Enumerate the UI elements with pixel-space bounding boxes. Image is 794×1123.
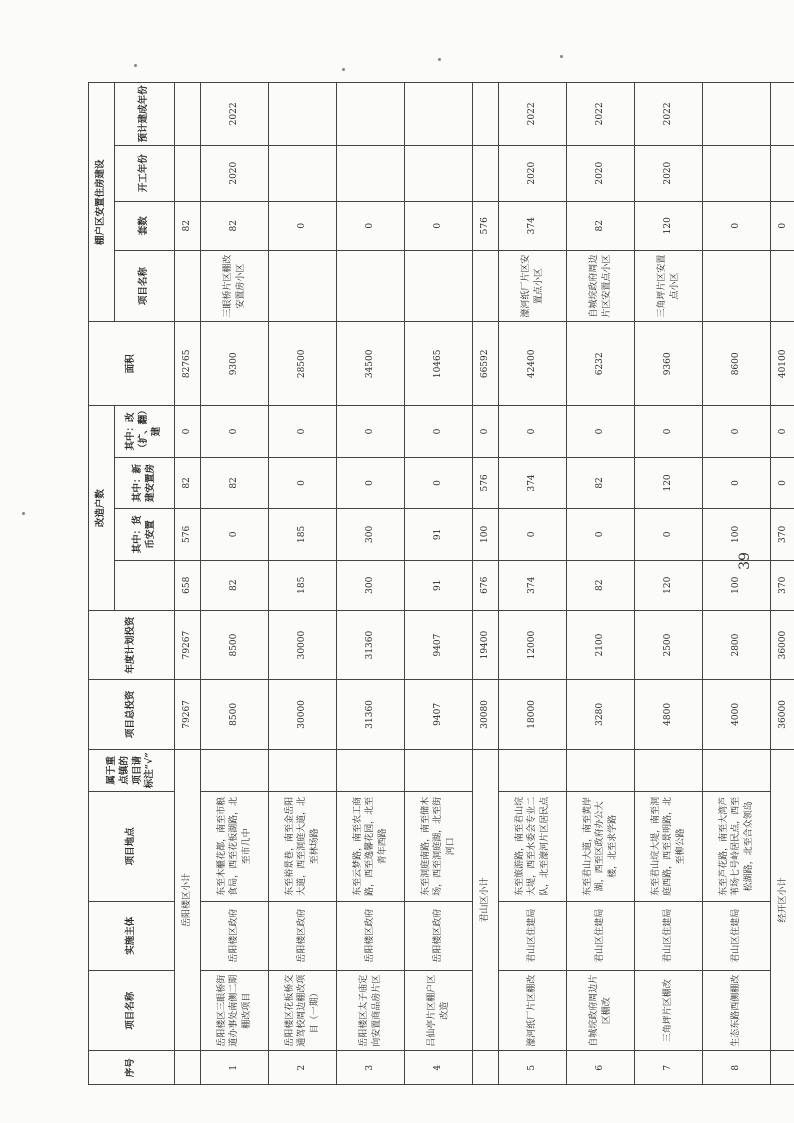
households-cell: 82	[201, 560, 269, 610]
start-year-cell	[473, 145, 499, 201]
finish-year-cell	[337, 83, 405, 146]
households-cell: 185	[269, 560, 337, 610]
annual-invest-cell: 9407	[405, 610, 473, 679]
annual-invest-cell: 31360	[337, 610, 405, 679]
cash-resettle-cell: 0	[567, 509, 635, 560]
annual-invest-cell: 2100	[567, 610, 635, 679]
area-cell: 82765	[175, 322, 201, 406]
project-row	[337, 83, 405, 1085]
total-invest-cell: 30000	[269, 680, 337, 749]
finish-year-cell	[269, 83, 337, 146]
households-cell: 120	[635, 560, 703, 610]
project-name-cell: 生态东路西侧棚改	[703, 970, 771, 1051]
seq-cell: 3	[337, 1051, 405, 1085]
annual-invest-cell: 8500	[201, 610, 269, 679]
seq-cell: 2	[269, 1051, 337, 1085]
start-year-cell: 2020	[499, 145, 567, 201]
scan-speck	[560, 55, 563, 58]
resettle-sets-cell: 82	[201, 201, 269, 250]
resettle-sets-cell: 0	[269, 201, 337, 250]
finish-year-cell	[405, 83, 473, 146]
subtotal-row	[473, 83, 499, 1085]
header-key-town: 属于重点镇的项目请标注“√”	[89, 749, 175, 791]
total-invest-cell: 9407	[405, 680, 473, 749]
resettle-name-cell: 自城垸政府周边片区安置点小区	[567, 250, 635, 322]
finish-year-cell: 2022	[567, 83, 635, 146]
total-invest-cell: 4000	[703, 680, 771, 749]
total-invest-cell: 4800	[635, 680, 703, 749]
new-build-cell: 576	[473, 457, 499, 508]
location-cell: 东至木櫃花都，南至市粮食局，西至花板湖路，北至市几中	[201, 792, 269, 902]
header-hh-total	[115, 560, 175, 610]
header-entity: 实施主体	[89, 901, 175, 970]
resettle-name-cell: 濠河纸厂片区安置点小区	[499, 250, 567, 322]
resettle-sets-cell: 0	[337, 201, 405, 250]
start-year-cell: 2020	[201, 145, 269, 201]
renovate-cell: 0	[201, 406, 269, 457]
location-cell: 东至君山垸大堤，南至洞庭西路，西至景明路，北至柳公路	[635, 792, 703, 902]
entity-cell: 岳阳楼区政府	[201, 901, 269, 970]
annual-invest-cell: 30000	[269, 610, 337, 679]
subtotal-row	[175, 83, 201, 1085]
location-cell: 东至洞庭南路，南至储木场，西至洞庭湖，北至街河口	[405, 792, 473, 902]
resettle-sets-cell: 0	[703, 201, 771, 250]
new-build-cell: 0	[405, 457, 473, 508]
annual-invest-cell: 19400	[473, 610, 499, 679]
entity-cell: 岳阳楼区政府	[337, 901, 405, 970]
start-year-cell	[175, 145, 201, 201]
subtotal-label: 君山区小计	[473, 749, 499, 1051]
key-town-cell	[635, 749, 703, 791]
project-row	[703, 83, 771, 1085]
area-cell: 8600	[703, 322, 771, 406]
resettle-sets-cell: 82	[175, 201, 201, 250]
entity-cell: 岳阳楼区政府	[405, 901, 473, 970]
cash-resettle-cell: 300	[337, 509, 405, 560]
resettle-sets-cell: 576	[473, 201, 499, 250]
new-build-cell: 0	[771, 457, 794, 508]
seq-cell	[473, 1051, 499, 1085]
seq-cell: 8	[703, 1051, 771, 1085]
renovate-cell: 0	[567, 406, 635, 457]
seq-cell: 4	[405, 1051, 473, 1085]
entity-cell: 君山区住建局	[499, 901, 567, 970]
header-resettlement: 棚户区安置住房建设	[89, 83, 115, 322]
total-invest-cell: 8500	[201, 680, 269, 749]
total-invest-cell: 30080	[473, 680, 499, 749]
area-cell: 6232	[567, 322, 635, 406]
header-hh-cash: 其中：货币安置	[115, 509, 175, 560]
renovate-cell: 0	[771, 406, 794, 457]
header-rs-sets: 套数	[115, 201, 175, 250]
total-invest-cell: 36000	[771, 680, 794, 749]
households-cell: 82	[567, 560, 635, 610]
finish-year-cell: 2022	[201, 83, 269, 146]
start-year-cell	[703, 145, 771, 201]
header-rs-start: 开工年份	[115, 145, 175, 201]
project-row	[405, 83, 473, 1085]
location-cell: 东至芦花路，南至大湾芦苇场七号岭居民点，西至松湖路，北至合众领岛	[703, 792, 771, 902]
seq-cell: 6	[567, 1051, 635, 1085]
start-year-cell	[771, 145, 794, 201]
cash-resettle-cell: 0	[201, 509, 269, 560]
households-cell: 300	[337, 560, 405, 610]
households-cell: 370	[771, 560, 794, 610]
entity-cell: 岳阳楼区政府	[269, 901, 337, 970]
finish-year-cell	[175, 83, 201, 146]
seq-cell: 5	[499, 1051, 567, 1085]
cash-resettle-cell: 100	[703, 509, 771, 560]
entity-cell: 君山区住建局	[703, 901, 771, 970]
key-town-cell	[499, 749, 567, 791]
project-row	[567, 83, 635, 1085]
resettle-name-cell	[703, 250, 771, 322]
renovate-cell: 0	[499, 406, 567, 457]
resettle-name-cell	[405, 250, 473, 322]
header-location: 项目地点	[89, 792, 175, 902]
scan-speck	[22, 512, 25, 515]
key-town-cell	[201, 749, 269, 791]
finish-year-cell: 2022	[499, 83, 567, 146]
cash-resettle-cell: 91	[405, 509, 473, 560]
resettle-name-cell	[473, 250, 499, 322]
seq-cell	[175, 1051, 201, 1085]
start-year-cell: 2020	[567, 145, 635, 201]
resettle-sets-cell: 120	[635, 201, 703, 250]
resettle-name-cell	[175, 250, 201, 322]
area-cell: 10465	[405, 322, 473, 406]
renovate-cell: 0	[175, 406, 201, 457]
key-town-cell	[337, 749, 405, 791]
cash-resettle-cell: 576	[175, 509, 201, 560]
project-name-cell: 自城垸政府周边片区棚改	[567, 970, 635, 1051]
cash-resettle-cell: 0	[635, 509, 703, 560]
location-cell: 东至君山大道，南至黄岸湖，西至区政府办公大楼，北至求学路	[567, 792, 635, 902]
project-name-cell: 吕仙亭片区棚户区改造	[405, 970, 473, 1051]
renovate-cell: 0	[703, 406, 771, 457]
resettle-sets-cell: 374	[499, 201, 567, 250]
renovate-cell: 0	[405, 406, 473, 457]
header-households: 改造户数	[89, 406, 115, 611]
households-cell: 100	[703, 560, 771, 610]
new-build-cell: 82	[175, 457, 201, 508]
new-build-cell: 0	[337, 457, 405, 508]
cash-resettle-cell: 370	[771, 509, 794, 560]
subtotal-label: 岳阳楼区小计	[175, 749, 201, 1051]
start-year-cell	[269, 145, 337, 201]
header-hh-new: 其中：新建安置房	[115, 457, 175, 508]
annual-invest-cell: 36000	[771, 610, 794, 679]
project-name-cell: 岳阳楼区花板桥交通驾校周边棚改项目（一期）	[269, 970, 337, 1051]
resettle-name-cell: 三眼桥片区棚改安置房小区	[201, 250, 269, 322]
header-area: 面积	[89, 322, 175, 406]
start-year-cell: 2020	[635, 145, 703, 201]
area-cell: 34500	[337, 322, 405, 406]
key-town-cell	[703, 749, 771, 791]
area-cell: 9360	[635, 322, 703, 406]
area-cell: 42400	[499, 322, 567, 406]
annual-invest-cell: 12000	[499, 610, 567, 679]
cash-resettle-cell: 100	[473, 509, 499, 560]
resettle-name-cell	[771, 250, 794, 322]
finish-year-cell: 2022	[635, 83, 703, 146]
project-row	[499, 83, 567, 1085]
project-row	[635, 83, 703, 1085]
header-hh-renovate: 其中：改（扩、翻）建	[115, 406, 175, 457]
start-year-cell	[337, 145, 405, 201]
key-town-cell	[405, 749, 473, 791]
new-build-cell: 82	[567, 457, 635, 508]
resettle-name-cell	[269, 250, 337, 322]
resettle-sets-cell: 0	[771, 201, 794, 250]
finish-year-cell	[703, 83, 771, 146]
project-row	[269, 83, 337, 1085]
annual-invest-cell: 79267	[175, 610, 201, 679]
resettle-name-cell: 三角坪片区安置点小区	[635, 250, 703, 322]
seq-cell	[771, 1051, 794, 1085]
finish-year-cell	[473, 83, 499, 146]
header-annual-invest: 年度计划投资	[89, 610, 175, 679]
location-cell: 东至旅游路，南至君山垸大堤，西至水委会专业二队，北至濠河片区居民点	[499, 792, 567, 902]
project-name-cell: 岳阳楼区三眼桥街道办事处南侧二期棚改项目	[201, 970, 269, 1051]
resettle-sets-cell: 0	[405, 201, 473, 250]
new-build-cell: 374	[499, 457, 567, 508]
total-invest-cell: 18000	[499, 680, 567, 749]
renovate-cell: 0	[269, 406, 337, 457]
total-invest-cell: 31360	[337, 680, 405, 749]
subtotal-row	[771, 83, 794, 1085]
area-cell: 66592	[473, 322, 499, 406]
project-row	[201, 83, 269, 1085]
resettle-sets-cell: 82	[567, 201, 635, 250]
subtotal-label: 经开区小计	[771, 749, 794, 1051]
key-town-cell	[567, 749, 635, 791]
project-name-cell: 三角坪片区棚改	[635, 970, 703, 1051]
households-cell: 374	[499, 560, 567, 610]
project-name-cell: 岳阳楼区太子庙定向安置商品房片区	[337, 970, 405, 1051]
table-body	[175, 83, 794, 1085]
households-cell: 91	[405, 560, 473, 610]
new-build-cell: 120	[635, 457, 703, 508]
project-name-cell: 濠河纸厂片区棚改	[499, 970, 567, 1051]
households-cell: 658	[175, 560, 201, 610]
shantytown-renovation-table	[88, 82, 794, 1085]
page-number: 39	[737, 552, 753, 570]
area-cell: 40100	[771, 322, 794, 406]
location-cell: 东至云梦路，南至农工商路，西至逸馨花园，北至青年西路	[337, 792, 405, 902]
renovate-cell: 0	[473, 406, 499, 457]
new-build-cell: 82	[201, 457, 269, 508]
total-invest-cell: 79267	[175, 680, 201, 749]
header-project-name: 项目名称	[89, 970, 175, 1051]
key-town-cell	[269, 749, 337, 791]
area-cell: 28500	[269, 322, 337, 406]
annual-invest-cell: 2500	[635, 610, 703, 679]
resettle-name-cell	[337, 250, 405, 322]
scan-speck	[342, 68, 345, 71]
start-year-cell	[405, 145, 473, 201]
total-invest-cell: 3280	[567, 680, 635, 749]
cash-resettle-cell: 185	[269, 509, 337, 560]
location-cell: 东至裕景巷，南至金岳阳大道，西至洞庭大道，北至林场路	[269, 792, 337, 902]
renovate-cell: 0	[337, 406, 405, 457]
cash-resettle-cell: 0	[499, 509, 567, 560]
new-build-cell: 0	[269, 457, 337, 508]
new-build-cell: 0	[703, 457, 771, 508]
households-cell: 676	[473, 560, 499, 610]
header-total-invest: 项目总投资	[89, 680, 175, 749]
finish-year-cell	[771, 83, 794, 146]
area-cell: 9300	[201, 322, 269, 406]
annual-invest-cell: 2800	[703, 610, 771, 679]
header-rs-name: 项目名称	[115, 250, 175, 322]
scan-speck	[438, 58, 441, 61]
entity-cell: 君山区住建局	[635, 901, 703, 970]
header-rs-finish: 预计建成年份	[115, 83, 175, 146]
seq-cell: 1	[201, 1051, 269, 1085]
seq-cell: 7	[635, 1051, 703, 1085]
scan-speck	[134, 64, 137, 67]
entity-cell: 君山区住建局	[567, 901, 635, 970]
header-seq: 序号	[89, 1051, 175, 1085]
renovate-cell: 0	[635, 406, 703, 457]
